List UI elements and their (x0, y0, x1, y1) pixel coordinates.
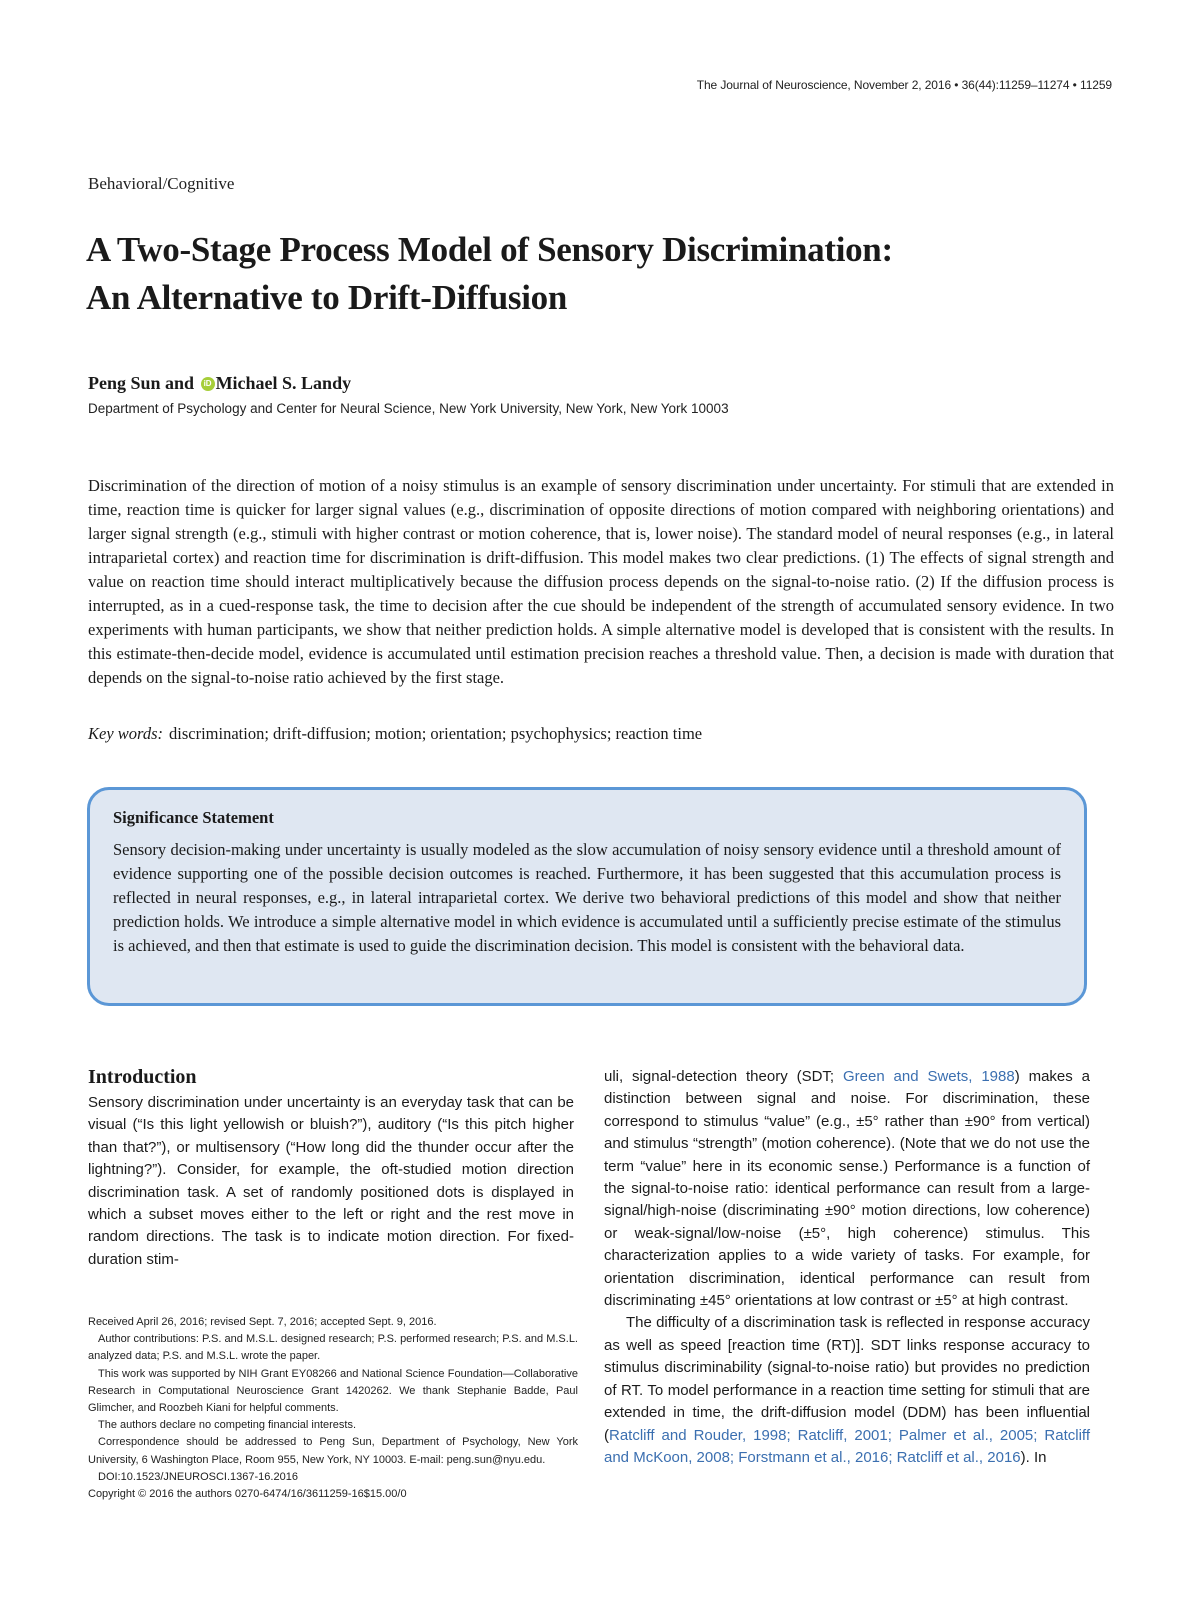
footnote-competing: The authors declare no competing financial interests. (98, 1419, 357, 1432)
significance-text: Sensory decision-making under uncertainty is usually modeled as the slow accumulation of noisy sensory evidence until a threshold amount of evidence supporting one of the possible decision outcomes is reached. Furthermore, it has been suggested that this accumulation process is reflected in neural responses, e.g., in lateral intraparietal cortex. We derive two behavioral predictions of this model and show that neither prediction holds. We introduce a simple alternative model in which evidence is accumulated until a sufficiently precise estimate of the stimulus is achieved, and then that estimate is used to guide the discrimination decision. This model is consistent with the behavioral data. (113, 840, 1061, 955)
footnotes (88, 1314, 578, 1503)
footnote-correspondence: Correspondence should be addressed to Peng Sun, Department of Psychology, New York University, 6 Washington Place, Room 955, New York, NY 10003. E-mail: peng.sun@nyu.edu. (88, 1436, 578, 1466)
affiliation: Department of Psychology and Center for Neural Science, New York University, New York, New York 10003 (88, 401, 729, 416)
keywords-label: Key words: (88, 724, 164, 743)
intro-paragraph-2 (604, 1066, 1090, 1312)
text-run: The difficulty of a discrimination task is reflected in response accuracy as well as speed [reaction time (RT)]. SDT links response accuracy to stimulus discriminability (signal-to-noise ratio) but provides no prediction of RT. To model performance in a reaction time setting for stimuli that are extended in time, the drift-diffusion model (DDM) has been influential ( (604, 1314, 1090, 1444)
footnote-contributions: Author contributions: P.S. and M.S.L. designed research; P.S. performed research; P.S. and M.S.L. analyzed data; P.S. and M.S.L. wrote the paper. (88, 1333, 578, 1363)
significance-statement-box (87, 787, 1087, 1006)
footnote-received: Received April 26, 2016; revised Sept. 7, 2016; accepted Sept. 9, 2016. (88, 1316, 437, 1328)
significance-title: Significance Statement (113, 808, 274, 827)
intro-left-column (88, 1092, 574, 1271)
citation-link[interactable]: Green and Swets, 1988 (842, 1068, 1015, 1085)
text-run: ). In (1020, 1448, 1047, 1466)
running-header: The Journal of Neuroscience, November 2, 2016 • 36(44):11259–11274 • 11259 (696, 78, 1112, 92)
footnote-doi[interactable]: DOI:10.1523/JNEUROSCI.1367-16.2016 (98, 1470, 298, 1483)
intro-paragraph-1: Sensory discrimination under uncertainty is an everyday task that can be visual (“Is this light yellowish or bluish?”), auditory (“Is this pitch higher than that?”), or multisensory (“How long did the thunder occur after the lightning?”). Consider, for example, the oft-studied motion direction discrimination task. A set of randomly positioned dots is displayed in which a subset moves either to the left or right and the rest move in random directions. The task is to indicate motion direction. For fixed-duration stim- (88, 1094, 574, 1268)
author-1: Peng Sun and (88, 373, 199, 393)
article-title (86, 226, 1116, 322)
intro-paragraph-3 (604, 1312, 1090, 1469)
text-run: uli, signal-detection theory (SDT; (604, 1068, 843, 1085)
footnote-copyright: Copyright © 2016 the authors 0270-6474/16/3611259-16$15.00/0 (88, 1488, 407, 1501)
abstract: Discrimination of the direction of motion of a noisy stimulus is an example of sensory discrimination under uncertainty. For stimuli that are extended in time, reaction time is quicker for larger signal values (e.g., discrimination of opposite directions of motion compared with neighboring orientations) and larger signal strength (e.g., stimuli with higher contrast or motion coherence, that is, lower noise). The standard model of neural responses (e.g., in lateral intraparietal cortex) and reaction time for discrimination is drift-diffusion. This model makes two clear predictions. (1) The effects of signal strength and value on reaction time should interact multiplicatively because the diffusion process depends on the signal-to-noise ratio. (2) If the diffusion process is interrupted, as in a cued-response task, the time to decision after the cue should be independent of the strength of accumulated sensory evidence. In two experiments with human participants, we show that neither prediction holds. A simple alternative model is developed that is consistent with the results. In this estimate-then-decide model, evidence is accumulated until estimation precision reaches a threshold value. Then, a decision is made with duration that depends on the signal-to-noise ratio achieved by the first stage. (88, 476, 1114, 687)
author-2: Michael S. Landy (215, 373, 352, 393)
title-line-2: An Alternative to Drift-Diffusion (86, 278, 568, 317)
keywords-text: discrimination; drift-diffusion; motion; orientation; psychophysics; reaction time (169, 724, 703, 743)
title-line-1: A Two-Stage Process Model of Sensory Discrimination: (86, 230, 893, 269)
text-run: ) makes a distinction between signal and noise. For discrimination, these correspond to stimulus “value” (e.g., ±5° rather than ±90° from vertical) and stimulus “strength” (motion coherence). (Note that we do not use the term “value” here in its economic sense.) Performance is a function of the signal-to-noise ratio: identical performance can result from a large-signal/high-noise (discriminating ±90° motion directions, low coherence) or weak-signal/low-noise (±5°, high coherence) stimulus. This characterization applies to a wide variety of tasks. For example, for orientation discrimination, identical performance can result from discriminating ±45° orientations at low contrast or ±5° at high contrast. (604, 1068, 1090, 1310)
citation-link[interactable]: Ratcliff and Rouder, 1998; Ratcliff, 2001; Palmer et al., 2005; Ratcliff and McKoon, 2008; Forstmann et al., 2016; Ratcliff et al., 2016 (604, 1426, 1090, 1466)
section-label: Behavioral/Cognitive (88, 174, 235, 193)
keywords (88, 724, 702, 744)
footnote-funding: This work was supported by NIH Grant EY08266 and National Science Foundation—Collaborative Research in Computational Neuroscience Grant 1420262. We thank Stephanie Badde, Paul Glimcher, and Roozbeh Kiani for helpful comments. (88, 1367, 578, 1415)
author-list (88, 373, 351, 394)
orcid-icon[interactable]: iD (201, 377, 215, 391)
introduction-heading: Introduction (88, 1066, 197, 1088)
intro-right-column (604, 1066, 1090, 1469)
